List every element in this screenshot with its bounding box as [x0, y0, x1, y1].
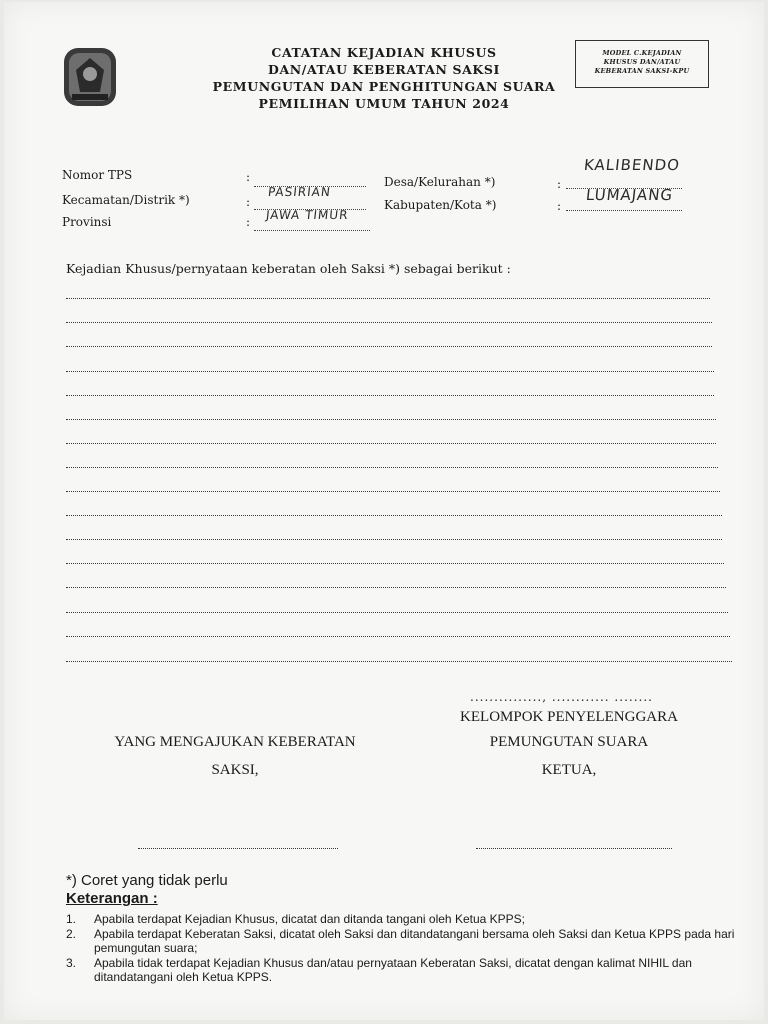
- title-line-3: PEMUNGUTAN DAN PENGHITUNGAN SUARA: [212, 79, 556, 94]
- statement-line-2[interactable]: [66, 322, 712, 323]
- form-code-line-2: KHUSUS DAN/ATAU: [603, 58, 681, 66]
- statement-line-10[interactable]: [66, 515, 722, 516]
- provinsi-colon: :: [246, 215, 251, 229]
- statement-line-4[interactable]: [66, 371, 714, 372]
- list-item: [66, 912, 756, 926]
- keterangan-heading: Keterangan :: [66, 890, 158, 907]
- place-date-field[interactable]: ..............., ............ ........: [470, 690, 653, 704]
- list-item-text: Apabila terdapat Kejadian Khusus, dicatat dan ditanda tangani oleh Ketua KPPS;: [94, 912, 525, 926]
- kecamatan-label: Kecamatan/Distrik *): [62, 193, 190, 207]
- statement-line-8[interactable]: [66, 467, 718, 468]
- statement-line-7[interactable]: [66, 443, 716, 444]
- statement-line-6[interactable]: [66, 419, 716, 420]
- form-code-line-3: KEBERATAN SAKSI-KPU: [594, 67, 690, 75]
- statement-line-12[interactable]: [66, 563, 724, 564]
- right-group-line-2: PEMUNGUTAN SUARA: [489, 734, 649, 750]
- form-code-line-1: MODEL C.KEJADIAN: [602, 49, 682, 57]
- kabupaten-field[interactable]: [566, 210, 682, 211]
- left-signatory-title: YANG MENGAJUKAN KEBERATAN: [114, 734, 356, 750]
- list-item-number: 1.: [66, 912, 77, 926]
- title-line-1: CATATAN KEJADIAN KHUSUS: [271, 45, 497, 60]
- form-page: [4, 2, 764, 1020]
- kabupaten-colon: :: [557, 199, 562, 213]
- kpu-logo-icon: [60, 44, 120, 110]
- desa-colon: :: [557, 177, 562, 191]
- ketua-signature-line[interactable]: [476, 848, 672, 849]
- statement-line-5[interactable]: [66, 395, 714, 396]
- saksi-signature-line[interactable]: [138, 848, 338, 849]
- statement-line-9[interactable]: [66, 491, 720, 492]
- statement-line-11[interactable]: [66, 539, 722, 540]
- kecamatan-colon: :: [246, 195, 251, 209]
- statement-line-3[interactable]: [66, 346, 712, 347]
- kabupaten-value: LUMAJANG: [585, 186, 675, 204]
- desa-label: Desa/Kelurahan *): [384, 175, 496, 189]
- statement-line-15[interactable]: [66, 636, 730, 637]
- kecamatan-value: PASIRIAN: [267, 185, 332, 199]
- desa-value: KALIBENDO: [583, 156, 681, 174]
- form-code-box: [575, 40, 709, 88]
- statement-line-16[interactable]: [66, 661, 732, 662]
- title-line-4: PEMILIHAN UMUM TAHUN 2024: [258, 96, 510, 111]
- list-item: [66, 956, 756, 984]
- list-item: [66, 927, 756, 955]
- keterangan-list: [66, 912, 756, 985]
- left-signatory-role: SAKSI,: [211, 762, 259, 778]
- list-item-number: 2.: [66, 927, 77, 941]
- right-group-line-1: KELOMPOK PENYELENGGARA: [460, 709, 678, 725]
- title-line-2: DAN/ATAU KEBERATAN SAKSI: [268, 62, 500, 77]
- list-item-text: Apabila terdapat Keberatan Saksi, dicatat oleh Saksi dan ditandatangani bersama oleh Saksi dan Ketua KPPS pada hari pemungutan suara;: [94, 927, 735, 955]
- statement-line-13[interactable]: [66, 587, 726, 588]
- nomor-tps-label: Nomor TPS: [62, 168, 133, 182]
- list-item-text: Apabila tidak terdapat Kejadian Khusus dan/atau pernyataan Keberatan Saksi, dicatat dengan kalimat NIHIL dan ditandatangani oleh Ketua KPPS.: [94, 956, 692, 984]
- provinsi-field[interactable]: [254, 230, 370, 231]
- footnote: *) Coret yang tidak perlu: [66, 872, 228, 889]
- statement-line-14[interactable]: [66, 612, 728, 613]
- statement-line-1[interactable]: [66, 298, 710, 299]
- provinsi-value: JAWA TIMUR: [265, 208, 350, 222]
- kabupaten-label: Kabupaten/Kota *): [384, 198, 497, 212]
- right-signatory-role: KETUA,: [541, 762, 597, 778]
- list-item-number: 3.: [66, 956, 77, 970]
- nomor-tps-colon: :: [246, 170, 251, 184]
- document-title: [204, 44, 564, 112]
- provinsi-label: Provinsi: [62, 215, 112, 229]
- statement-intro: Kejadian Khusus/pernyataan keberatan oleh Saksi *) sebagai berikut :: [66, 261, 511, 276]
